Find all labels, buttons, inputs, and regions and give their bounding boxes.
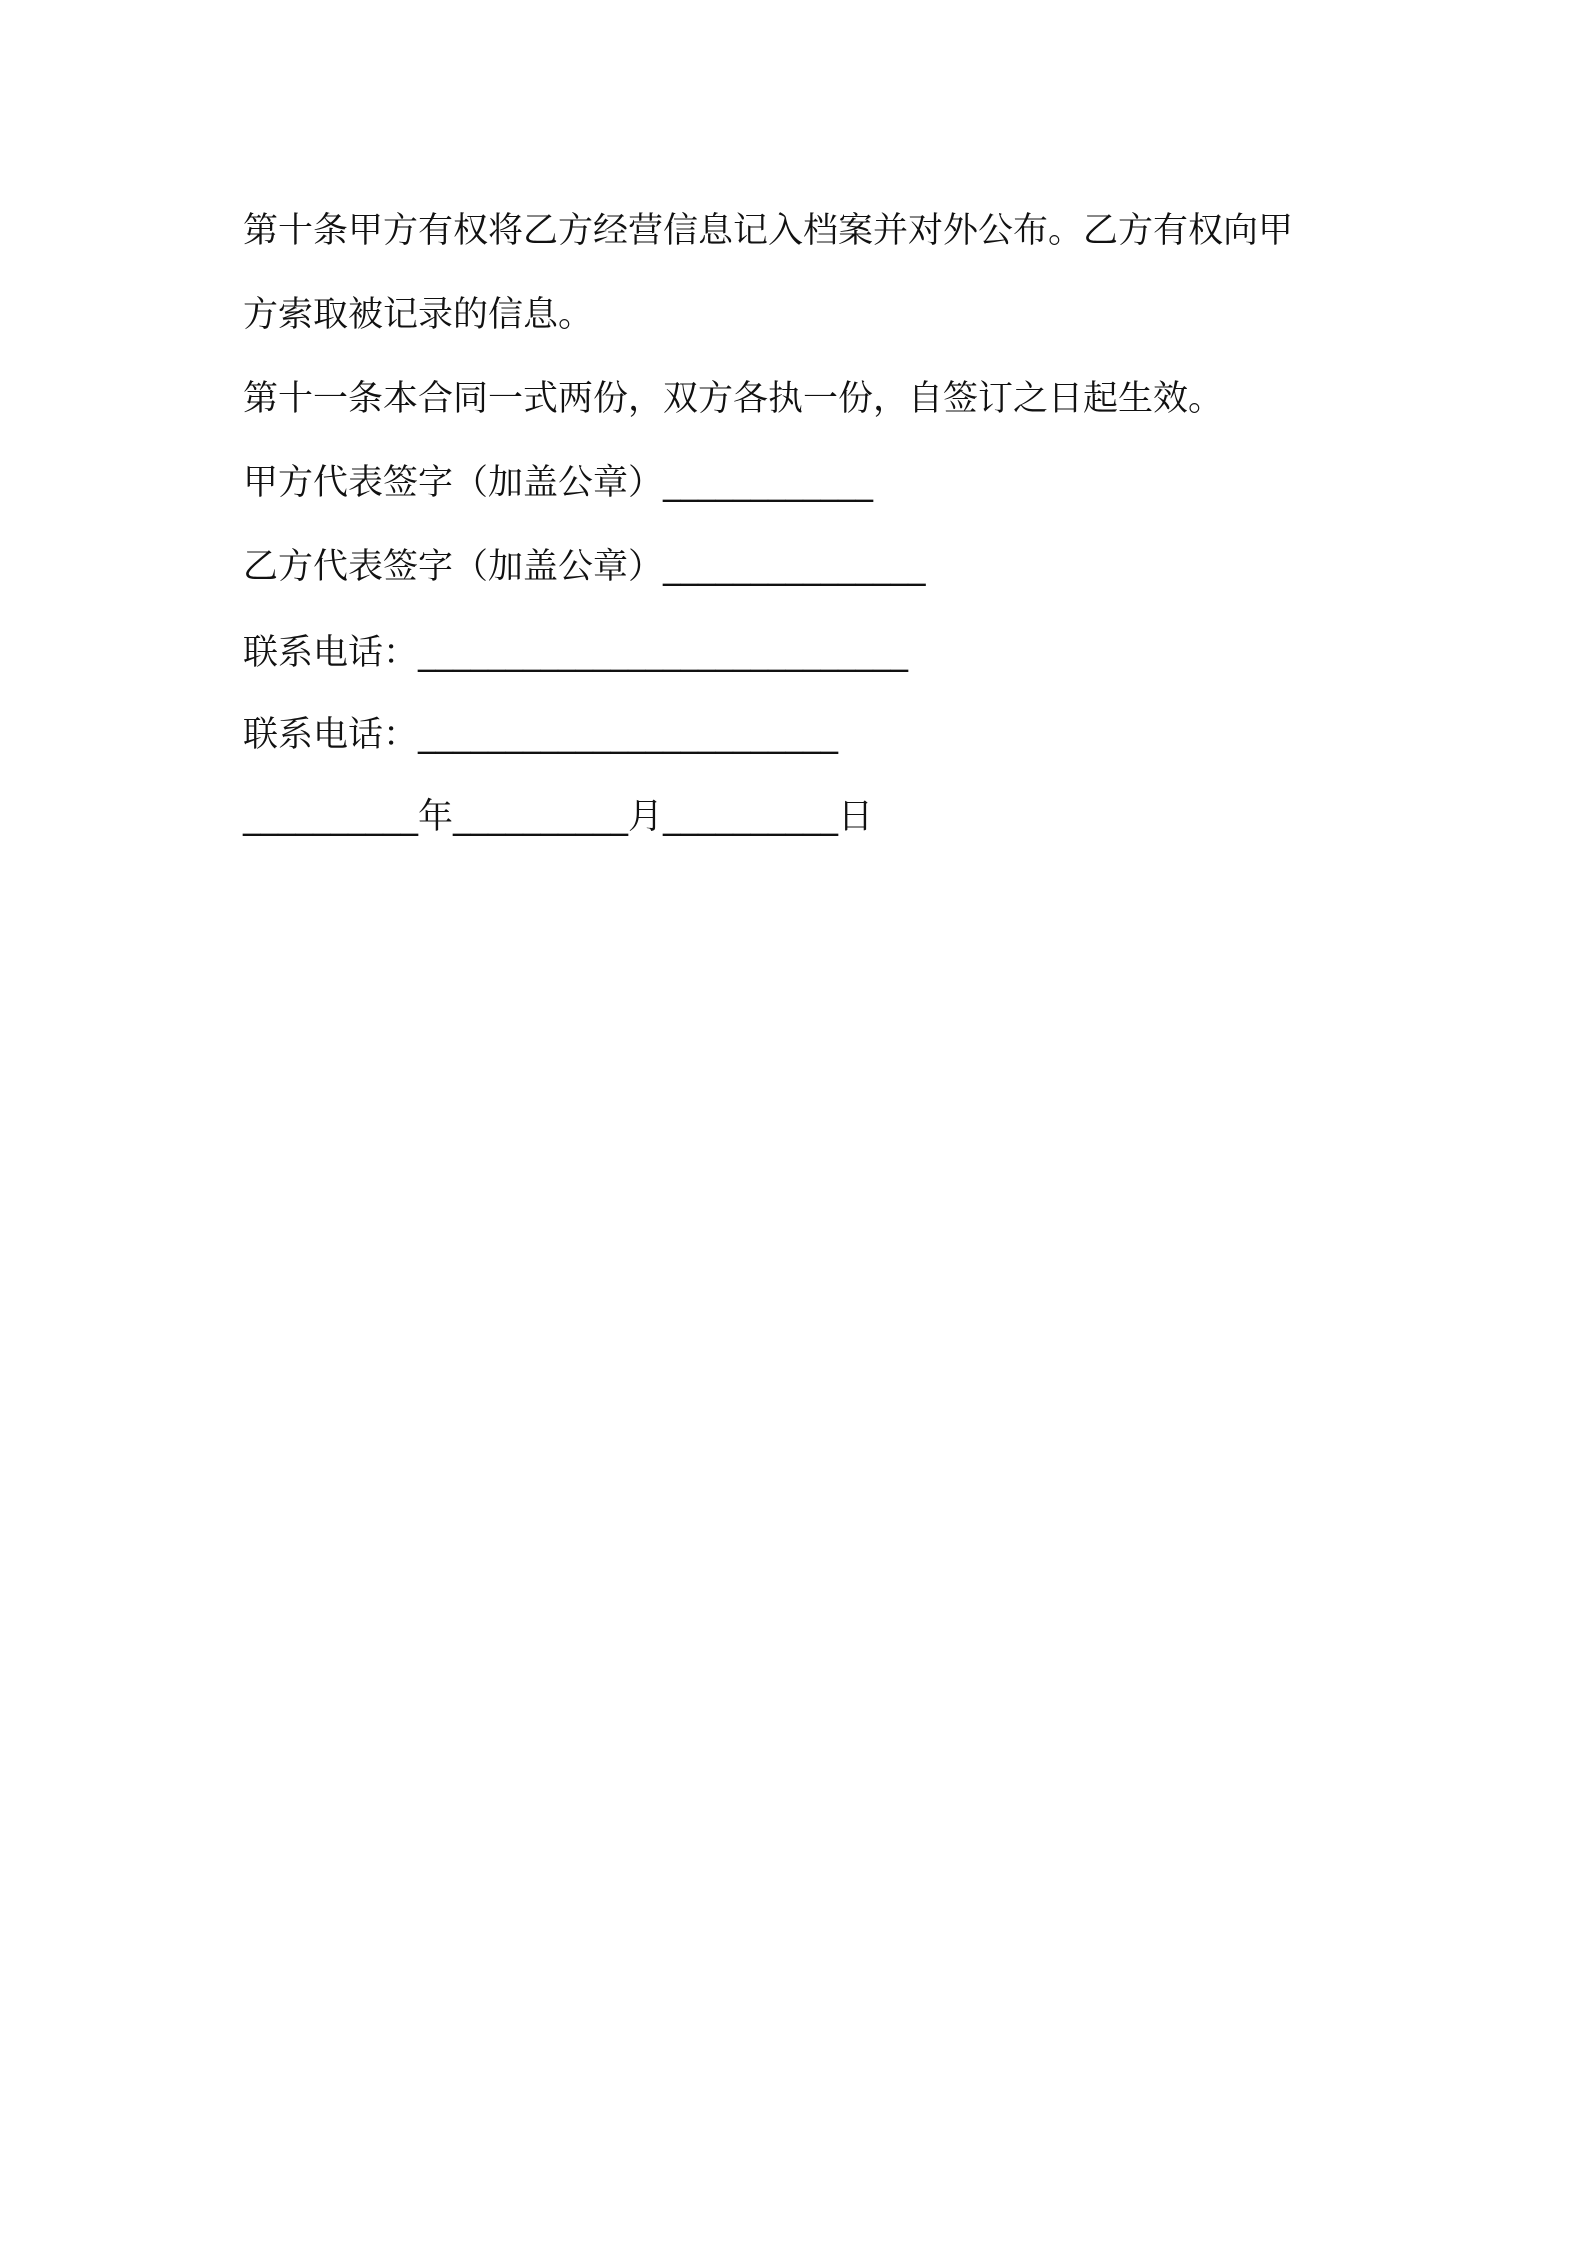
date-line <box>243 794 1363 840</box>
party-a-signature-line <box>243 460 1363 506</box>
article-10-line-1: 第十条甲方有权将乙方经营信息记入档案并对外公布。乙方有权向甲 <box>243 211 1294 251</box>
party-a-signature-label: 甲方代表签字（加盖公章） <box>243 463 664 503</box>
article-10-line-2: 方索取被记录的信息。 <box>243 295 594 335</box>
article-11: 第十一条本合同一式两份，双方各执一份，自签订之日起生效。 <box>243 379 1224 419</box>
contact-phone-blank-2: ________________________ <box>418 715 839 755</box>
contact-phone-line-2 <box>243 712 1363 758</box>
party-b-signature-label: 乙方代表签字（加盖公章） <box>243 547 664 587</box>
contract-body <box>243 196 1363 840</box>
year-label: 年 <box>418 797 454 837</box>
year-blank: __________ <box>243 797 418 837</box>
contact-phone-line-1 <box>243 630 1363 676</box>
month-label: 月 <box>628 797 664 837</box>
day-label: 日 <box>838 797 874 837</box>
party-a-signature-blank: ____________ <box>663 463 874 503</box>
month-blank: __________ <box>453 797 629 837</box>
contact-phone-label-2: 联系电话： <box>243 715 419 755</box>
contact-phone-blank-1: ____________________________ <box>418 633 909 673</box>
party-b-signature-blank: _______________ <box>663 547 926 587</box>
day-blank: __________ <box>663 797 839 837</box>
party-b-signature-line <box>243 544 1363 590</box>
contact-phone-label-1: 联系电话： <box>243 633 419 673</box>
